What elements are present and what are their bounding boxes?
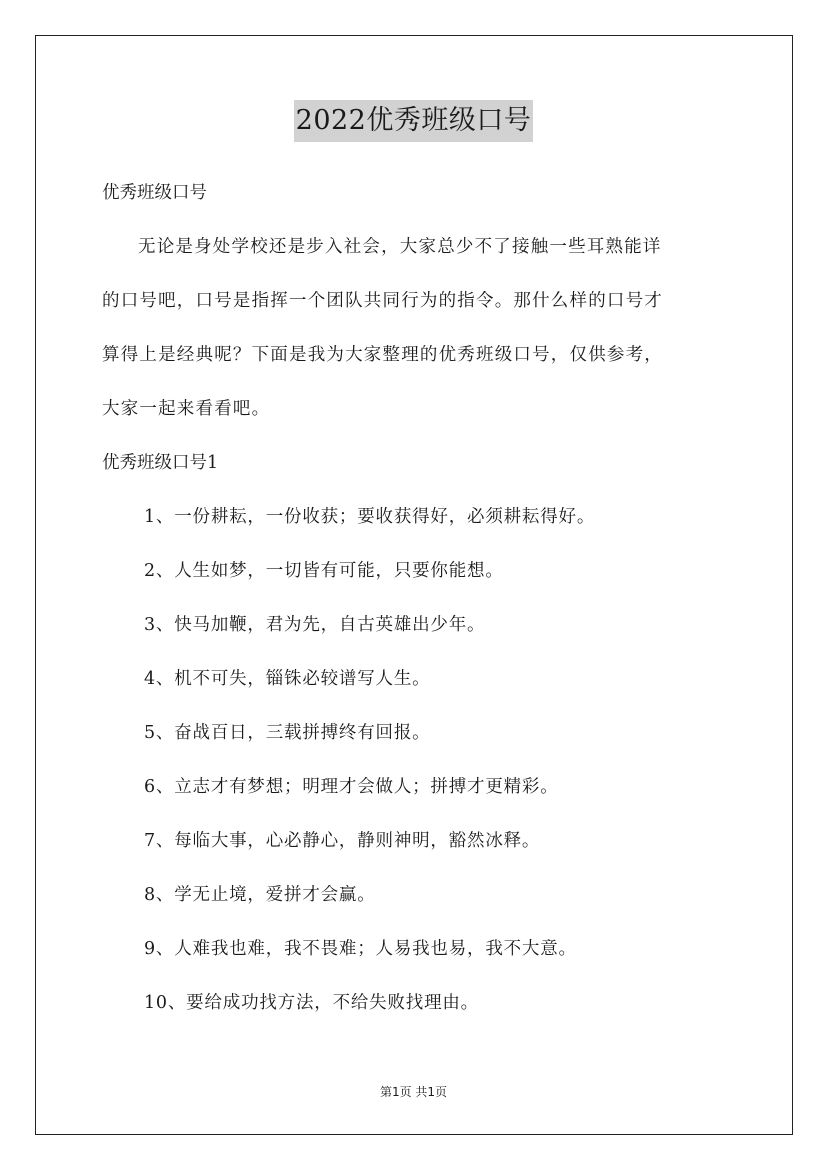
subtitle: 优秀班级口号 (102, 183, 207, 203)
intro-line: 大家一起来看看吧。 (102, 399, 271, 419)
intro-line: 无论是身处学校还是步入社会，大家总少不了接触一些耳熟能详 (138, 237, 662, 257)
section-heading: 优秀班级口号1 (102, 453, 219, 473)
slogan-item: 4、机不可失，锱铢必较谱写人生。 (144, 669, 431, 689)
slogan-item: 6、立志才有梦想；明理才会做人；拼搏才更精彩。 (144, 777, 559, 797)
slogan-item: 8、学无止境，爱拼才会赢。 (144, 885, 376, 905)
intro-line: 算得上是经典呢？下面是我为大家整理的优秀班级口号，仅供参考， (102, 345, 663, 365)
slogan-item: 5、奋战百日，三载拼搏终有回报。 (144, 723, 431, 743)
page-footer: 第1页 共1页 (379, 1085, 448, 1099)
slogan-item: 2、人生如梦，一切皆有可能，只要你能想。 (144, 561, 504, 581)
slogan-item: 10、要给成功找方法，不给失败找理由。 (144, 993, 479, 1013)
document-title: 2022优秀班级口号 (294, 100, 534, 142)
intro-line: 的口号吧，口号是指挥一个团队共同行为的指令。那什么样的口号才 (102, 291, 663, 311)
slogan-item: 3、快马加鞭，君为先，自古英雄出少年。 (144, 615, 486, 635)
slogan-item: 9、人难我也难，我不畏难；人易我也易，我不大意。 (144, 939, 577, 959)
slogan-item: 1、一份耕耘，一份收获；要收获得好，必须耕耘得好。 (144, 507, 596, 527)
slogan-item: 7、每临大事，心必静心，静则神明，豁然冰释。 (144, 831, 541, 851)
title-container (0, 100, 827, 142)
document-body (102, 166, 742, 1030)
